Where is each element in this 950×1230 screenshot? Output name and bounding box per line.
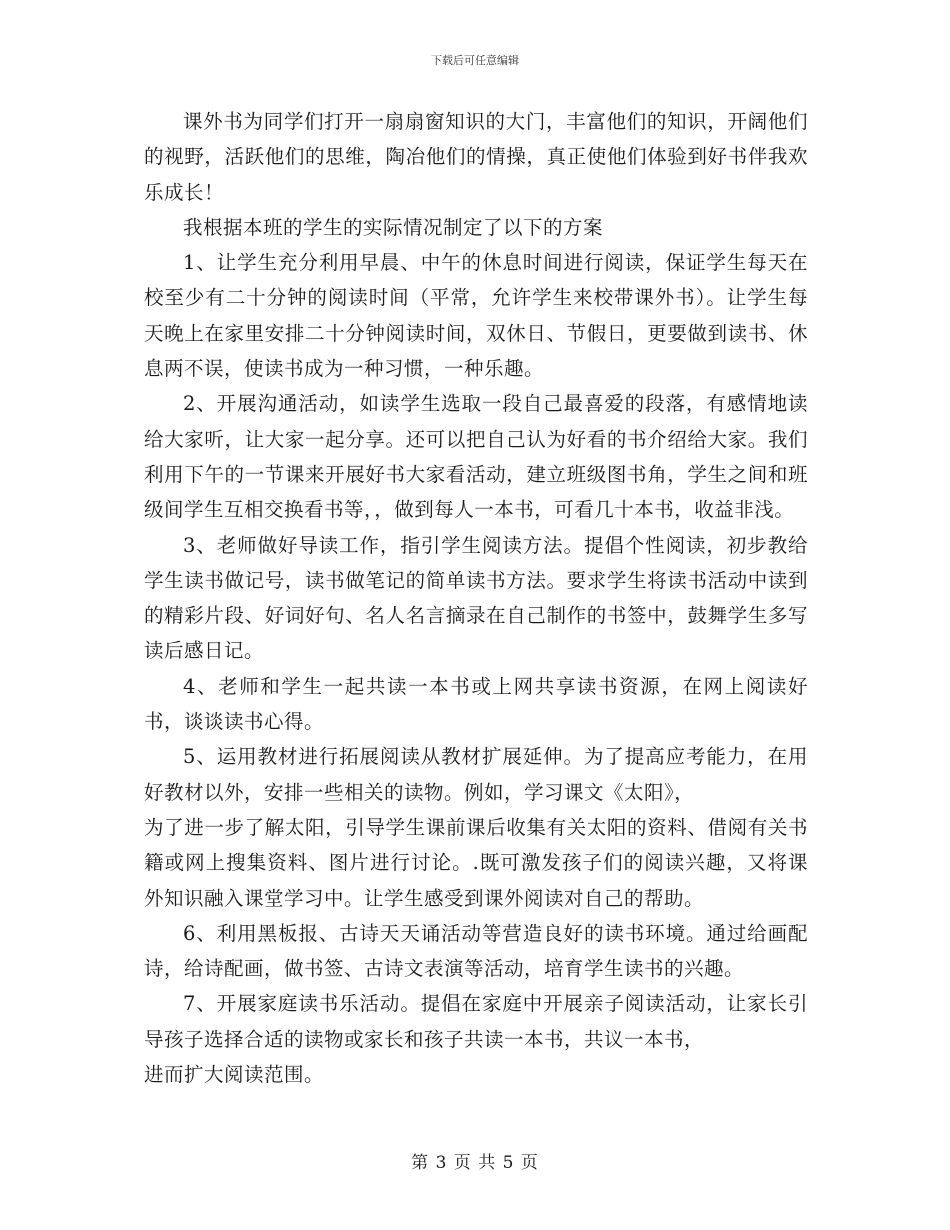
paragraph-item-4: 4、老师和学生一起共读一本书或上网共享读书资源，在网上阅读好书，谈谈读书心得。: [144, 674, 808, 734]
paragraph-intro: 课外书为同学们打开一扇扇窗知识的大门，丰富他们的知识，开阔他们的视野，活跃他们的思维，陶冶他们的情操，真正使他们体验到好书伴我欢乐成长！: [144, 110, 808, 204]
paragraph-item-2: 2、开展沟通活动，如读学生选取一段自己最喜爱的段落，有感情地读给大家听，让大家一起分享。还可以把自己认为好看的书介绍给大家。我们利用下午的一节课来开展好书大家看活动，建立班级图书角，学生之间和班级间学生互相交换看书等，，做到每人一本书，可看几十本书，收益非浅。: [144, 392, 808, 522]
paragraph-item-1: 1、让学生充分利用早晨、中午的休息时间进行阅读，保证学生每天在校至少有二十分钟的阅读时间（平常，允许学生来校带课外书）。让学生每天晚上在家里安排二十分钟阅读时间，双休日、节假日，更要做到读书、休息两不误，使读书成为一种习惯，一种乐趣。: [144, 251, 808, 381]
paragraph-plan-heading: 我根据本班的学生的实际情况制定了以下的方案: [183, 215, 604, 239]
paragraph-item-5: 5、运用教材进行拓展阅读从教材扩展延伸。为了提高应考能力，在用好教材以外，安排一些相关的读物。例如，学习课文《太阳》， 为了进一步了解太阳，引导学生课前课后收集有关太阳的资料、借阅有关书籍或网上搜集资料、图片进行讨论。.既可激发孩子们的阅读兴趣，又将课外知识融入课堂学习中。让学生感受到课外阅读对自己的帮助。: [144, 745, 808, 910]
paragraph-item-3: 3、老师做好导读工作，指引学生阅读方法。提倡个性阅读，初步教给学生读书做记号，读书做笔记的简单读书方法。要求学生将读书活动中读到的精彩片段、好词好句、名人名言摘录在自己制作的书签中，鼓舞学生多写读后感日记。: [144, 533, 808, 663]
paragraph-item-7: 7、开展家庭读书乐活动。提倡在家庭中开展亲子阅读活动，让家长引导孩子选择合适的读物或家长和孩子共读一本书，共议一本书， 进而扩大阅读范围。: [144, 992, 808, 1087]
document-body: [144, 104, 808, 1092]
page-header-note: 下载后可任意编辑: [431, 54, 519, 67]
page-number-footer: 第 3 页 共 5 页: [411, 1153, 539, 1173]
paragraph-item-6: 6、利用黑板报、古诗天天诵活动等营造良好的读书环境。通过给画配诗，给诗配画，做书签、古诗文表演等活动，培育学生读书的兴趣。: [144, 921, 808, 981]
